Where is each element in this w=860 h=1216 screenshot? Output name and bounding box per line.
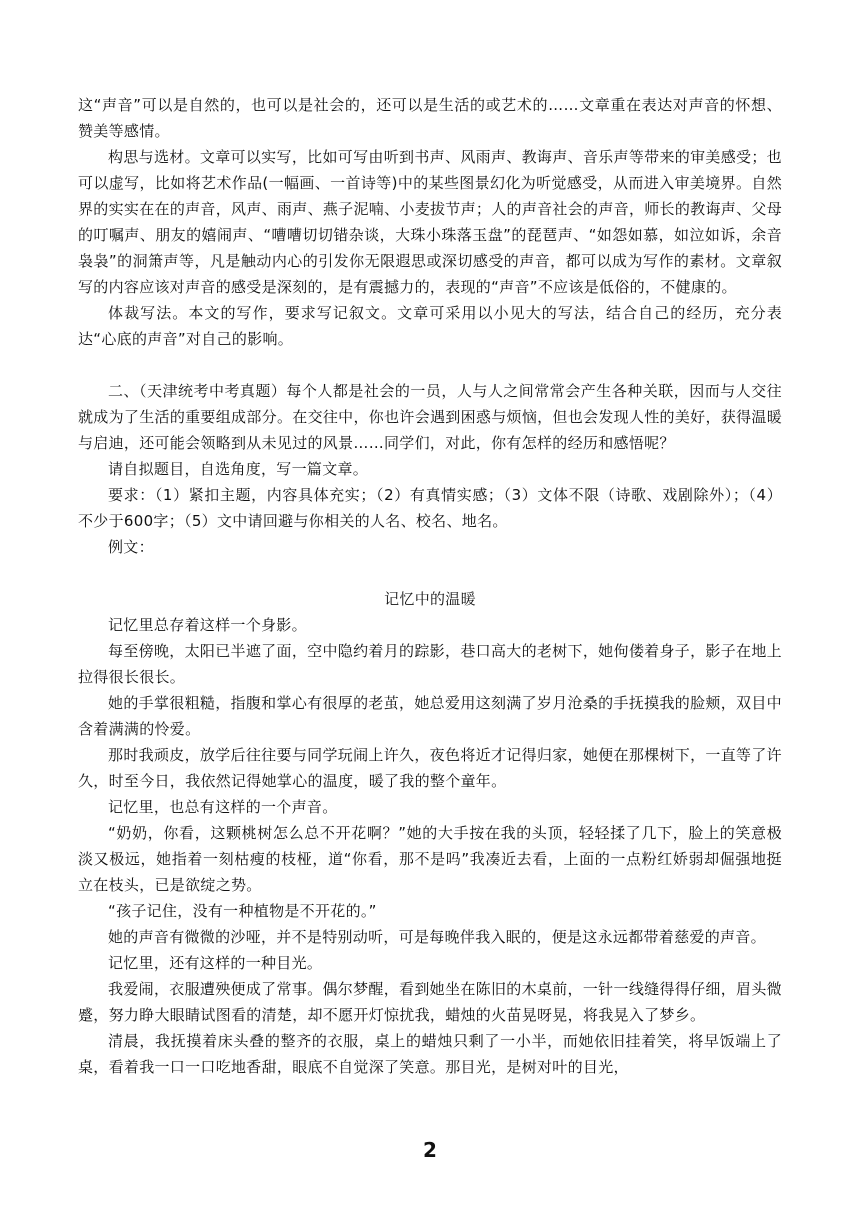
essay-paragraph: 那时我顽皮，放学后往往要与同学玩闹上许久，夜色将近才记得归家，她便在那棵树下，一直等了许久，时至今日，我依然记得她掌心的温度，暖了我的整个童年。 [78, 746, 782, 790]
body-paragraph: 构思与选材。文章可以实写，比如可写由听到书声、风雨声、教诲声、音乐声等带来的审美感受；也可以虚写，比如将艺术作品(一幅画、一首诗等)中的某些图景幻化为听觉感受，从而进入审美境界。自然界的实实在在的声音，风声、雨声、燕子泥喃、小麦拔节声；人的声音社会的声音，师长的教诲声、父母的叮嘱声、朋友的嬉闹声、“嘈嘈切切错杂谈，大珠小珠落玉盘”的琵琶声、“如怨如慕，如泣如诉，余音袅袅”的洞箫声等，凡是触动内心的引发你无限遐思或深切感受的声音，都可以成为写作的素材。文章叙写的内容应该对声音的感受是深刻的，是有震撼力的，表现的“声音”不应该是低俗的，不健康的。 [78, 148, 782, 296]
question-instruction: 请自拟题目，自选角度，写一篇文章。 [108, 460, 369, 478]
essay-paragraph: 她的手掌很粗糙，指腹和掌心有很厚的老茧，她总爱用这刻满了岁月沧桑的手抚摸我的脸颊，双目中含着满满的怜爱。 [78, 694, 782, 738]
question-prompt: 二、（天津统考中考真题）每个人都是社会的一员，人与人之间常常会产生各种关联，因而与人交往就成为了生活的重要组成部分。在交往中，你也许会遇到困惑与烦恼，但也会发现人性的美好，获得温暖与启迪，还可能会领略到从未见过的风景……同学们，对此，你有怎样的经历和感悟呢？ [78, 382, 782, 452]
essay-paragraph: 记忆里，也总有这样的一个声音。 [108, 798, 338, 816]
page-content [78, 92, 782, 1080]
body-paragraph: 这“声音”可以是自然的，也可以是社会的，还可以是生活的或艺术的……文章重在表达对声音的怀想、赞美等感情。 [78, 96, 782, 140]
paragraph-gap [78, 352, 782, 378]
page-number: 2 [423, 1138, 437, 1162]
paragraph-gap [78, 560, 782, 586]
essay-paragraph: 每至傍晚，太阳已半遮了面，空中隐约着月的踪影，巷口高大的老树下，她佝偻着身子，影子在地上拉得很长很长。 [78, 642, 782, 686]
essay-paragraph: “奶奶，你看，这颗桃树怎么总不开花啊？”她的大手按在我的头顶，轻轻揉了几下，脸上的笑意极淡又极远，她指着一刻枯瘦的枝桠，道“你看，那不是吗”我凑近去看，上面的一点粉红娇弱却倔强地挺立在枝头，已是欲绽之势。 [78, 824, 782, 894]
essay-title: 记忆中的温暖 [384, 590, 476, 608]
question-requirements: 要求：（1）紧扣主题，内容具体充实；（2）有真情实感；（3）文体不限（诗歌、戏剧除外）；（4）不少于600字；（5）文中请回避与你相关的人名、校名、地名。 [78, 486, 782, 530]
essay-paragraph: 清晨，我抚摸着床头叠的整齐的衣服，桌上的蜡烛只剩了一小半，而她依旧挂着笑，将早饭端上了桌，看着我一口一口吃地香甜，眼底不自觉深了笑意。那目光，是树对叶的目光， [78, 1032, 782, 1076]
essay-paragraph: 记忆里，还有这样的一种目光。 [108, 954, 323, 972]
essay-paragraph: 我爱闹，衣服遭殃便成了常事。偶尔梦醒，看到她坐在陈旧的木桌前，一针一线缝得得仔细，眉头微蹙，努力睁大眼睛试图看的清楚，却不愿开灯惊扰我，蜡烛的火苗晃呀晃，将我晃入了梦乡。 [78, 980, 782, 1024]
essay-paragraph: 她的声音有微微的沙哑，并不是特别动听，可是每晚伴我入眠的，便是这永远都带着慈爱的声音。 [108, 928, 766, 946]
body-paragraph: 体裁写法。本文的写作，要求写记叙文。文章可采用以小见大的写法，结合自己的经历，充分表达“心底的声音”对自己的影响。 [78, 304, 782, 348]
example-label: 例文： [108, 538, 154, 556]
essay-paragraph: “孩子记住，没有一种植物是不开花的。” [108, 902, 377, 920]
essay-paragraph: 记忆里总存着这样一个身影。 [108, 616, 307, 634]
